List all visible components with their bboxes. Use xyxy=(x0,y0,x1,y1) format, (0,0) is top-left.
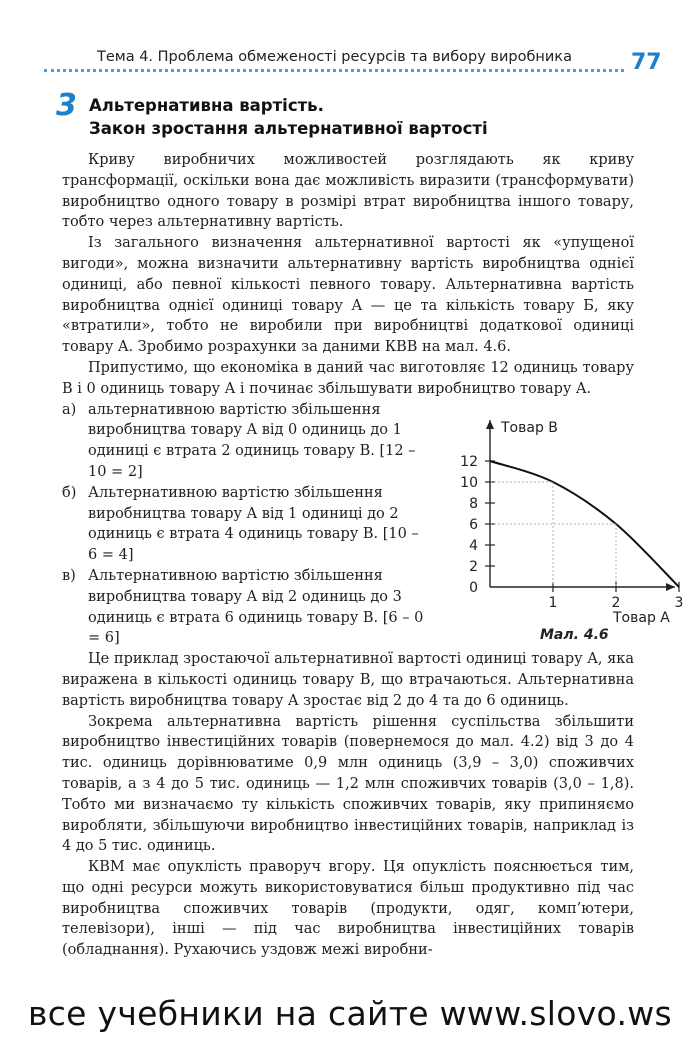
paragraph: Припустимо, що економіка в даний час виготовляє 12 одиниць товару B і 0 одиниць товару A і починає збільшувати виробництво товару A. xyxy=(62,359,634,397)
y-tick-label: 6 xyxy=(469,517,478,533)
y-tick-label: 12 xyxy=(460,454,478,470)
paragraph: Це приклад зростаючої альтернативної вартості одиниці товару A, яка виражена в кількості одиниць товару B, що втрачаються. Альтернативна вартість виробництва товару A зростає від 2 до 4 та до 6 одиниць. xyxy=(62,651,634,709)
list-item xyxy=(62,483,432,566)
section-title-line1: Альтернативна вартість. xyxy=(89,96,324,115)
list-item xyxy=(62,400,432,483)
x-tick-label: 3 xyxy=(674,595,684,611)
y-axis-label: Товар B xyxy=(501,420,558,436)
header-dotted-rule xyxy=(44,69,624,72)
section-title-line2: Закон зростання альтернативної вартості xyxy=(89,119,488,138)
x-axis-label: Товар A xyxy=(613,610,670,626)
list-marker: б) xyxy=(62,484,77,501)
page-header xyxy=(0,0,700,80)
section-title xyxy=(89,94,488,140)
y-tick-label: 4 xyxy=(469,538,478,554)
footer-banner: все учебники на сайте www.slovo.ws xyxy=(27,994,673,1033)
list-item-text: Альтернативною вартістю збільшення виробництва товару A від 2 одиниць до 3 одиниць є втрата 6 одиниць товару B. [6 – 0 = 6] xyxy=(88,567,424,647)
list-marker: а) xyxy=(62,401,77,418)
list-item-text: альтернативною вартістю збільшення виробництва товару A від 0 одиниць до 1 одиниці є втрата 2 одиниць товару B. [12 – 10 = 2] xyxy=(88,401,416,480)
list-item-text: Альтернативною вартістю збільшення виробництва товару A від 1 одиниці до 2 одиниць є втрата 4 одиниць товару B. [10 – 6 = 4] xyxy=(88,484,419,564)
page-number: 77 xyxy=(631,50,662,75)
paragraph: Криву виробничих можливостей розглядають як криву трансформації, оскільки вона дає можливість виразити (трансформувати) виробництво одного товару в розмірі втрат виробництва іншого товару, тобто через альтернативну вартість. xyxy=(62,152,634,231)
paragraph: Зокрема альтернативна вартість рішення суспільства збільшити виробництво інвестиційних товарів (повернемося до мал. 4.2) від 3 до 4 тис. одиниць дорівнюватиме 0,9 млн одиниць (3,9 – 3,0) споживчих товарів, а з 4 до 5 тис. одиниць — 1,2 млн споживчих товарів (3,0 – 1,8). Тобто ми визначаємо ту кількість споживчих товарів, яку припиняємо виробляти, збільшуючи виробництво інвестиційних товарів, наприклад із 4 до 5 тис. одиниць. xyxy=(62,713,634,855)
y-tick-label: 2 xyxy=(469,559,478,575)
example-list xyxy=(62,400,432,650)
y-tick-label: 0 xyxy=(469,580,478,596)
y-tick-label: 10 xyxy=(460,475,478,491)
paragraph: КВМ має опуклість праворуч вгору. Ця опуклість пояснюється тим, що одні ресурси можуть використовуватися більш продуктивно під час виробництва споживчих товарів (продукти, одяг, комп’ютери, телевізори), інші — під час виробництва інвестиційних товарів (обладнання). Рухаючись уздовж межі виробни- xyxy=(62,859,634,959)
section-number: 3 xyxy=(56,88,77,123)
paragraph: Із загального визначення альтернативної вартості як «упущеної вигоди», можна визначити альтернативну вартість виробництва однієї одиниці, або певної кількості певного товару. Альтернативна вартість виробництва однієї одиниці товару A — це та кількість товару Б, яку «втратили», тобто не виробили при виробництві додаткової одиниці товару A. Зробимо розрахунки за даними КВВ на мал. 4.6. xyxy=(62,235,634,356)
x-tick-label: 2 xyxy=(611,595,621,611)
x-tick-label: 1 xyxy=(548,595,558,611)
ppf-chart xyxy=(435,412,685,652)
y-tick-label: 8 xyxy=(469,496,478,512)
figure-caption: Мал. 4.6 xyxy=(540,627,609,643)
list-marker: в) xyxy=(62,567,76,584)
running-title: Тема 4. Проблема обмеженості ресурсів та вибору виробника xyxy=(97,49,572,65)
list-item xyxy=(62,566,432,649)
